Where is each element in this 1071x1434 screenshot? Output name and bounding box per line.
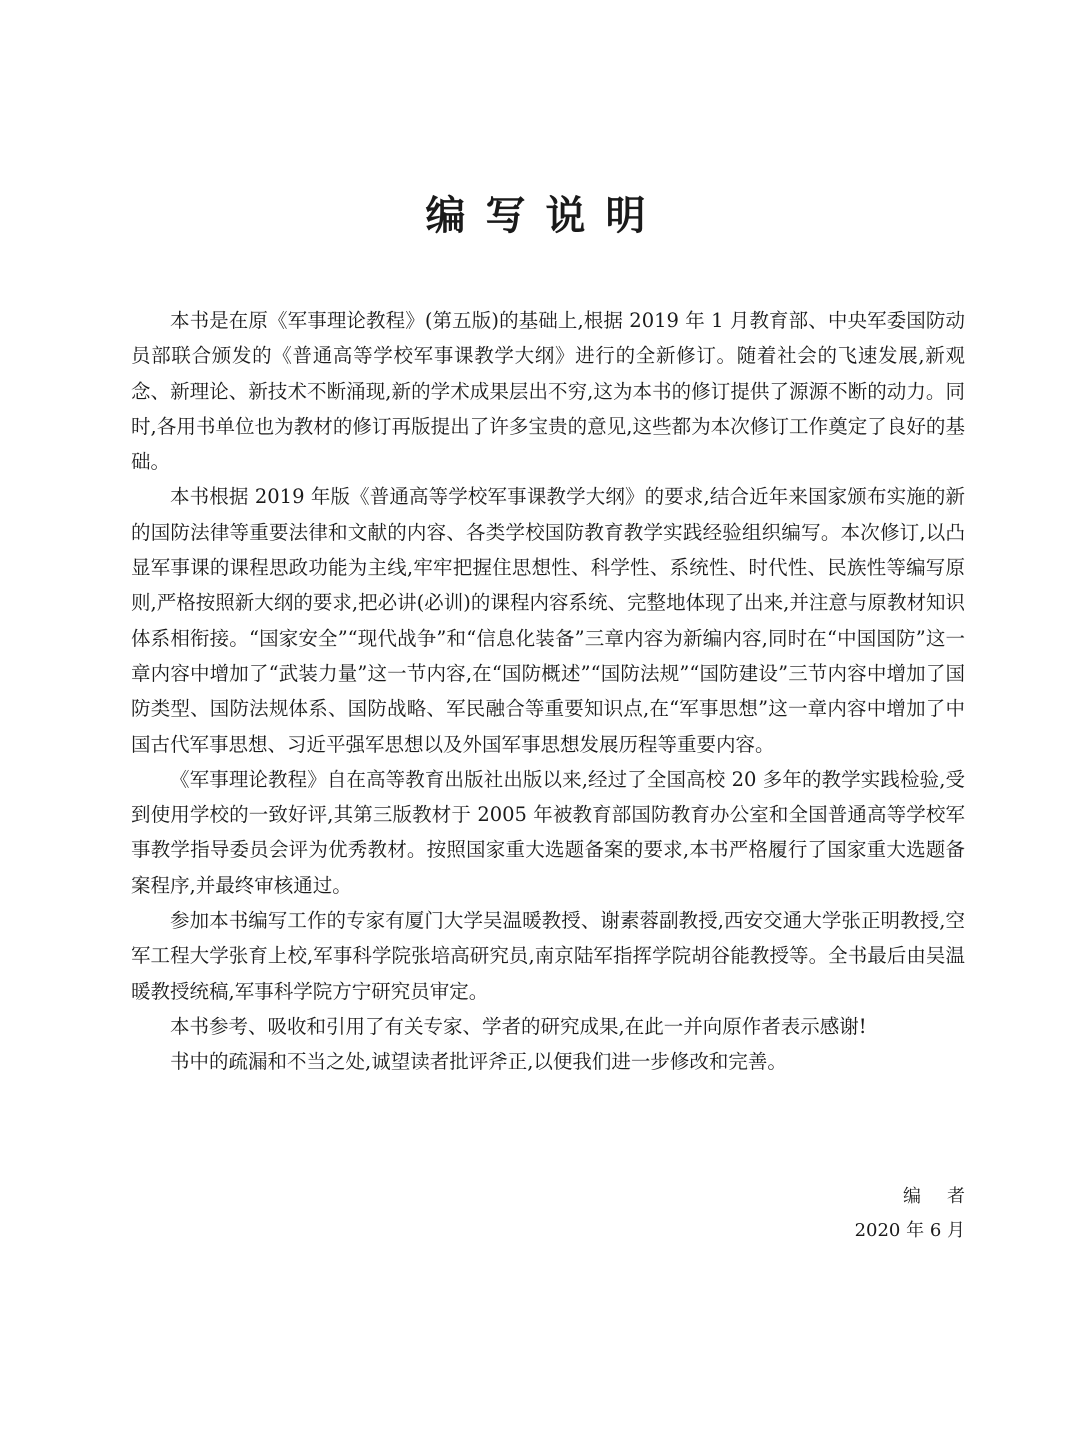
signature-block	[854, 1180, 991, 1248]
paragraph: 本书根据 2019 年版《普通高等学校军事课教学大纲》的要求,结合近年来国家颁布实施的新的国防法律等重要法律和文献的内容、各类学校国防教育教学实践经验组织编写。本次修订,以凸显军事课的课程思政功能为主线,牢牢把握住思想性、科学性、系统性、时代性、民族性等编写原则,严格按照新大纲的要求,把必讲(必训)的课程内容系统、完整地体现了出来,并注意与原教材知识体系相衔接。“国家安全”“现代战争”和“信息化装备”三章内容为新编内容,同时在“中国国防”这一章内容中增加了“武装力量”这一节内容,在“国防概述”“国防法规”“国防建设”三节内容中增加了国防类型、国防法规体系、国防战略、军民融合等重要知识点,在“军事思想”这一章内容中增加了中国古代军事思想、习近平强军思想以及外国军事思想发展历程等重要内容。	[131, 485, 965, 756]
paragraph: 本书是在原《军事理论教程》(第五版)的基础上,根据 2019 年 1 月教育部、中央军委国防动员部联合颁发的《普通高等学校军事课教学大纲》进行的全新修订。随着社会的飞速发展,新观念、新理论、新技术不断涌现,新的学术成果层出不穷,这为本书的修订提供了源源不断的动力。同时,各用书单位也为教材的修订再版提出了许多宝贵的意见,这些都为本次修订工作奠定了良好的基础。	[131, 309, 965, 474]
page-title: 编写说明	[425, 192, 666, 239]
signature-date: 2020 年 6 月	[854, 1220, 965, 1241]
paragraph: 本书参考、吸收和引用了有关专家、学者的研究成果,在此一并向原作者表示感谢!	[170, 1014, 867, 1038]
paragraph: 参加本书编写工作的专家有厦门大学吴温暖教授、谢素蓉副教授,西安交通大学张正明教授,空军工程大学张育上校,军事科学院张培高研究员,南京陆军指挥学院胡谷能教授等。全书最后由吴温暖教授统稿,军事科学院方宁研究员审定。	[131, 909, 965, 1003]
body-text	[131, 303, 965, 1080]
author-signature: 编者	[903, 1186, 991, 1207]
paragraph: 书中的疏漏和不当之处,诚望读者批评斧正,以便我们进一步修改和完善。	[170, 1050, 787, 1074]
paragraph: 《军事理论教程》自在高等教育出版社出版以来,经过了全国高校 20 多年的教学实践检验,受到使用学校的一致好评,其第三版教材于 2005 年被教育部国防教育办公室和全国普通高等学校军事教学指导委员会评为优秀教材。按照国家重大选题备案的要求,本书严格履行了国家重大选题备案程序,并最终审核通过。	[131, 767, 965, 897]
